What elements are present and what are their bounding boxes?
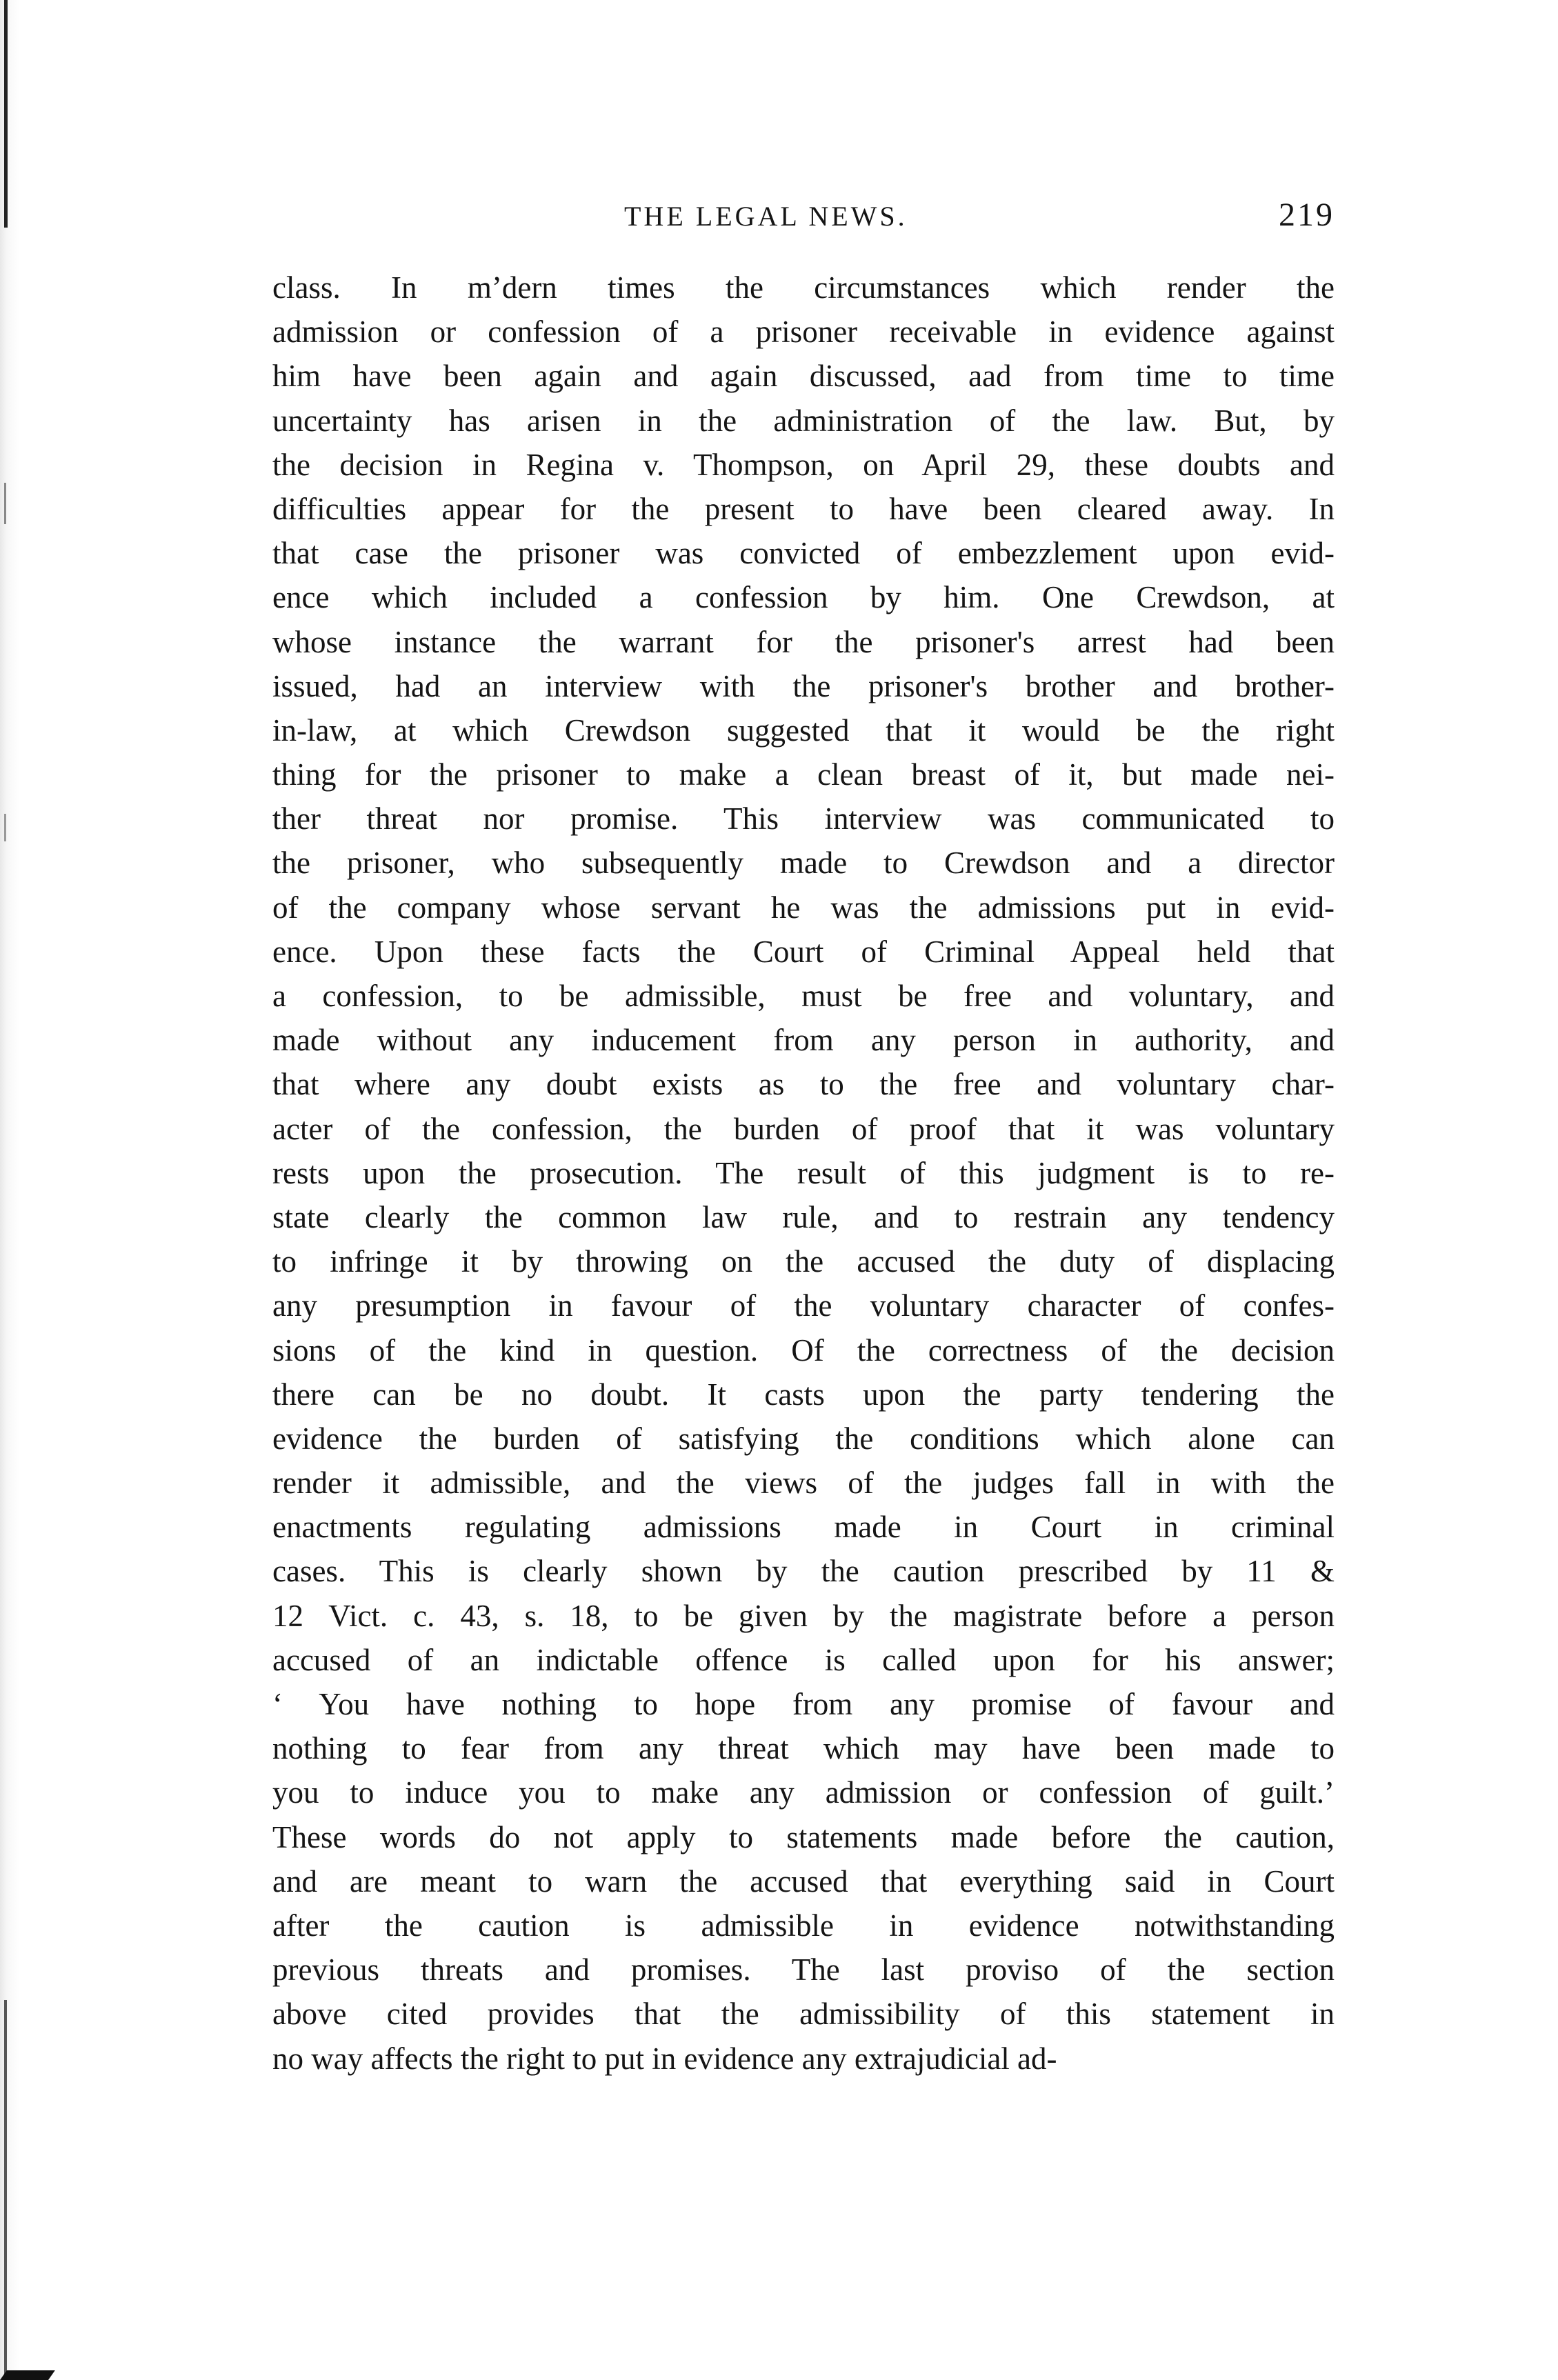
text-line: that where any doubt exists as to the free and voluntary char- xyxy=(272,1067,1335,1102)
text-line: to infringe it by throwing on the accused the duty of displacing xyxy=(272,1244,1335,1279)
text-line: ence which included a confession by him. One Crewdson, at xyxy=(272,580,1335,615)
text-line: you to induce you to make any admission or confession of guilt.’ xyxy=(272,1775,1335,1810)
text-line: enactments regulating admissions made in Court in criminal xyxy=(272,1510,1335,1545)
scan-artifact xyxy=(0,2370,55,2380)
scan-artifact xyxy=(4,483,6,524)
page-header xyxy=(276,194,1335,243)
article-body xyxy=(272,266,1335,2081)
text-line: class. In mʼdern times the circumstances which render the xyxy=(272,270,1335,305)
text-line: nothing to fear from any threat which may have been made to xyxy=(272,1731,1335,1766)
text-line: cases. This is clearly shown by the caution prescribed by 11 & xyxy=(272,1554,1335,1589)
text-line: whose instance the warrant for the prisoner's arrest had been xyxy=(272,624,1335,659)
text-line: of the company whose servant he was the admissions put in evid- xyxy=(272,890,1335,925)
text-line: uncertainty has arisen in the administration of the law. But, by xyxy=(272,403,1335,438)
text-line: admission or confession of a prisoner receivable in evidence against xyxy=(272,314,1335,350)
text-line: previous threats and promises. The last proviso of the section xyxy=(272,1952,1335,1988)
text-line: ther threat nor promise. This interview was communicated to xyxy=(272,801,1335,837)
text-line: ence. Upon these facts the Court of Criminal Appeal held that xyxy=(272,934,1335,969)
text-line: sions of the kind in question. Of the correctness of the decision xyxy=(272,1332,1335,1368)
text-line: the decision in Regina v. Thompson, on April 29, these doubts and xyxy=(272,447,1335,482)
text-line: issued, had an interview with the prisoner's brother and brother- xyxy=(272,668,1335,703)
text-line: no way affects the right to put in evidence any extrajudicial ad- xyxy=(272,2041,1057,2076)
text-line: that case the prisoner was convicted of embezzlement upon evid- xyxy=(272,536,1335,571)
scan-artifact xyxy=(4,0,8,228)
text-line: 12 Vict. c. 43, s. 18, to be given by the magistrate before a person xyxy=(272,1598,1335,1633)
text-line: him have been again and again discussed, aad from time to time xyxy=(272,359,1335,394)
text-line: and are meant to warn the accused that everything said in Court xyxy=(272,1863,1335,1899)
text-line: made without any inducement from any person in authority, and xyxy=(272,1023,1335,1058)
text-line: acter of the confession, the burden of proof that it was voluntary xyxy=(272,1111,1335,1146)
text-line: These words do not apply to statements made before the caution, xyxy=(272,1819,1335,1854)
text-line: there can be no doubt. It casts upon the party tendering the xyxy=(272,1377,1335,1412)
page-number: 219 xyxy=(1279,197,1335,233)
text-line: accused of an indictable offence is called upon for his answer; xyxy=(272,1642,1335,1677)
text-line: ‘ You have nothing to hope from any promise of favour and xyxy=(272,1687,1335,1721)
text-line: evidence the burden of satisfying the conditions which alone can xyxy=(272,1421,1335,1456)
text-line: the prisoner, who subsequently made to Crewdson and a director xyxy=(272,846,1335,881)
text-line: above cited provides that the admissibility of this statement in xyxy=(272,1997,1335,2032)
text-line: state clearly the common law rule, and to restrain any tendency xyxy=(272,1199,1335,1234)
text-line: any presumption in favour of the voluntary character of confes- xyxy=(272,1288,1335,1323)
text-line: after the caution is admissible in evidence notwithstanding xyxy=(272,1908,1335,1943)
running-title: THE LEGAL NEWS. xyxy=(624,201,908,232)
text-line: in-law, at which Crewdson suggested that it would be the right xyxy=(272,712,1335,748)
text-line: render it admissible, and the views of the judges fall in with the xyxy=(272,1466,1335,1501)
scan-artifact xyxy=(4,2000,7,2380)
scan-artifact xyxy=(4,814,6,841)
text-line: difficulties appear for the present to have been cleared away. In xyxy=(272,491,1335,526)
text-line: a confession, to be admissible, must be free and voluntary, and xyxy=(272,979,1335,1013)
text-line: thing for the prisoner to make a clean breast of it, but made nei- xyxy=(272,757,1335,792)
scan-edge xyxy=(0,0,19,2380)
text-line: rests upon the prosecution. The result of this judgment is to re- xyxy=(272,1155,1335,1190)
